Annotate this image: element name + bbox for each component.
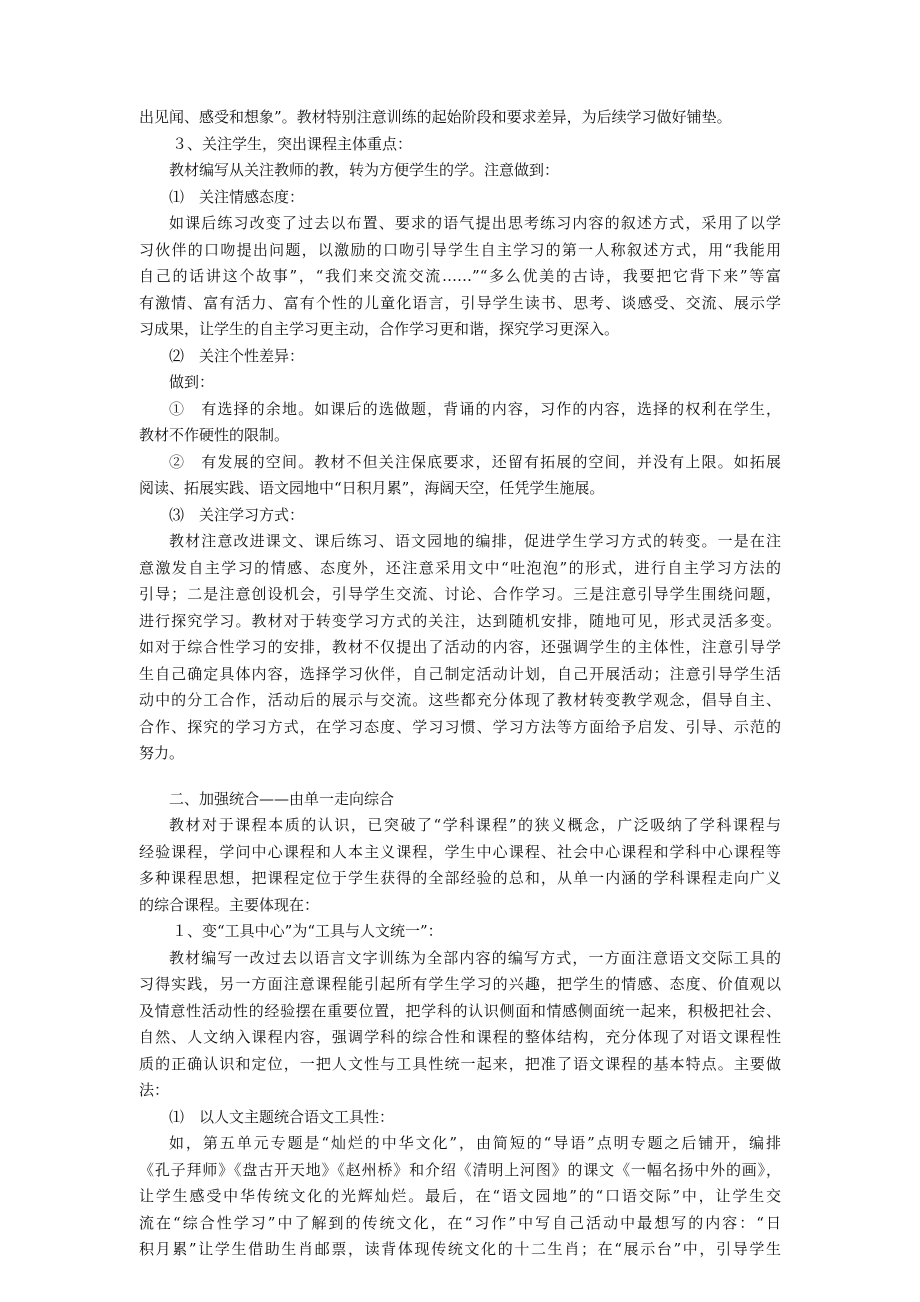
text-line: 习成果，让学生的自主学习更主动，合作学习更和谐，探究学习更深入。 [139, 320, 620, 338]
text-line: 让学生感受中华传统文化的光辉灿烂。最后，在“语文园地”的“口语交际”中，让学生交 [139, 1187, 781, 1205]
text-line: ⑴ 以人文主题统合语文工具性： [169, 1107, 395, 1126]
text-line: 教材不作硬性的限制。 [139, 426, 290, 444]
text-line: 如课后练习改变了过去以布置、要求的语气提出思考练习内容的叙述方式，采用了以学 [169, 214, 781, 232]
text-line: １、变“工具中心”为“工具与人文统一”： [172, 922, 443, 940]
text-line: 意激发自主学习的情感、态度外，还注意采用文中“吐泡泡”的形式，进行自主学习方法的 [139, 558, 781, 577]
text-line: 教材注意改进课文、课后练习、语文园地的编排，促进学生学习方式的转变。一是在注 [169, 532, 781, 550]
text-line: 合作、探究的学习方式，在学习态度、学习习惯、学习方法等方面给予启发、引导、示范的 [139, 717, 781, 736]
text-line: 的综合课程。主要体现在： [139, 895, 320, 914]
text-line: 如对于综合性学习的安排，教材不仅提出了活动的内容，还强调学生的主体性，注意引导学 [139, 638, 781, 656]
text-line: 出见闻、感受和想象”。教材特别注意训练的起始阶段和要求差异，为后续学习做好铺垫。 [139, 108, 732, 126]
text-line: 教材对于课程本质的认识，已突破了“学科课程”的狭义概念，广泛吸纳了学科课程与 [169, 816, 781, 834]
text-line: 自然、人文纳入课程内容，强调学科的综合性和课程的整体结构，充分体现了对语文课程性 [139, 1028, 781, 1046]
text-line: 质的正确认识和定位，一把人文性与工具性统一起来，把准了语文课程的基本特点。主要做 [139, 1054, 781, 1073]
text-line: 动中的分工合作，活动后的展示与交流。这些都充分体现了教材转变教学观念，倡导自主、 [139, 691, 781, 709]
text-line: 二、加强统合——由单一走向综合 [169, 789, 395, 808]
text-line: 法： [139, 1081, 170, 1099]
text-line: ３、关注学生，突出课程主体重点： [172, 134, 413, 153]
text-line: ② 有发展的空间。教材不但关注保底要求，还留有拓展的空间，并没有上限。如拓展 [169, 452, 781, 471]
text-line: 多种课程思想，把课程定位于学生获得的全部经验的总和，从单一内涵的学科课程走向广义 [139, 869, 781, 887]
text-line: 有激情、富有活力、富有个性的儿童化语言，引导学生读书、思考、谈感受、交流、展示学 [139, 293, 781, 312]
text-line: 生自己确定具体内容，选择学习伙伴，自己制定活动计划，自己开展活动；注意引导学生活 [139, 664, 781, 683]
text-line: 努力。 [139, 744, 185, 762]
text-line: 流在“综合性学习”中了解到的传统文化，在“习作”中写自己活动中最想写的内容：“日 [139, 1213, 781, 1232]
text-line: 习伙伴的口吻提出问题，以激励的口吻引导学生自主学习的第一人称叙述方式，用“我能用 [139, 240, 781, 259]
text-line: 自己的话讲这个故事”，“我们来交流交流……”“多么优美的古诗，我要把它背下来”等富 [139, 267, 781, 285]
text-line: 《孔子拜师》《盘古开天地》《赵州桥》和介绍《清明上河图》的课文《一幅名扬中外的画》， [139, 1160, 781, 1179]
text-line: 做到： [169, 373, 215, 391]
text-line: 习得实践，另一方面注意课程能引起所有学生学习的兴趣，把学生的情感、态度、价值观以 [139, 975, 781, 993]
text-line: ① 有选择的余地。如课后的选做题，背诵的内容，习作的内容，选择的权利在学生， [169, 399, 781, 418]
text-line: 如，第五单元专题是“灿烂的中华文化”，由简短的“导语”点明专题之后铺开，编排 [169, 1134, 781, 1152]
text-line: 阅读、拓展实践、语文园地中“日积月累”，海阔天空，任凭学生施展。 [139, 479, 605, 497]
text-line: ⑶ 关注学习方式： [169, 505, 305, 524]
text-line: 及情意性活动性的经验摆在重要位置，把学科的认识侧面和情感侧面统一起来，积极把社会、 [139, 1001, 781, 1020]
blank-line [139, 767, 781, 786]
text-line: 教材编写一改过去以语言文字训练为全部内容的编写方式，一方面注意语文交际工具的 [169, 948, 781, 967]
text-line: 积月累”让学生借助生肖邮票，读背体现传统文化的十二生肖；在“展示台”中，引导学生 [139, 1240, 781, 1258]
text-line: ⑴ 关注情感态度： [169, 187, 305, 206]
document-page [139, 104, 781, 1263]
text-line: 教材编写从关注教师的教，转为方便学生的学。注意做到： [169, 161, 560, 179]
text-line: 经验课程，学问中心课程和人本主义课程，学生中心课程、社会中心课程和学科中心课程等 [139, 842, 781, 861]
text-line: 引导；二是注意创设机会，引导学生交流、讨论、合作学习。三是注意引导学生围绕问题， [139, 585, 781, 603]
text-line: 进行探究学习。教材对于转变学习方式的关注，达到随机安排，随地可见，形式灵活多变。 [139, 611, 781, 630]
text-line: ⑵ 关注个性差异： [169, 346, 305, 365]
